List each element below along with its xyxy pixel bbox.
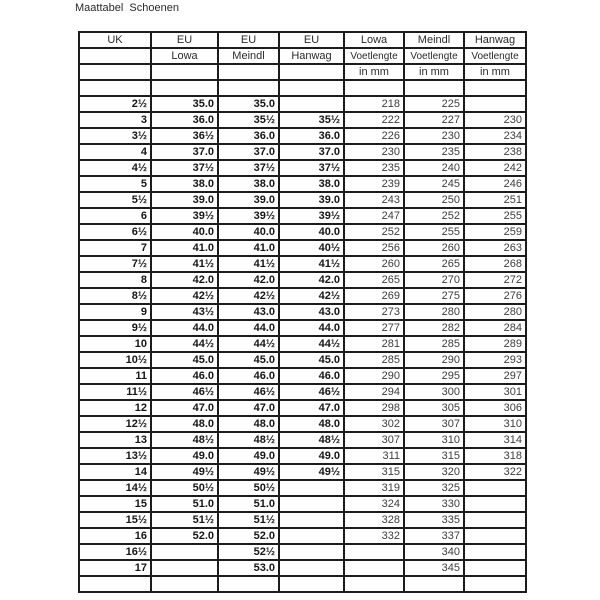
meindl-eu-cell — [218, 576, 279, 592]
lowa-eu-cell: 39.0 — [151, 192, 218, 208]
table-row — [79, 496, 526, 512]
meindl-mm-cell: 260 — [404, 240, 464, 256]
lowa-eu-cell — [151, 544, 218, 560]
col-subheader-uk — [79, 48, 151, 64]
table-row — [79, 256, 526, 272]
meindl-mm-cell: 315 — [404, 448, 464, 464]
meindl-mm-cell: 280 — [404, 304, 464, 320]
meindl-eu-cell: 52.0 — [218, 528, 279, 544]
meindl-mm-cell: 250 — [404, 192, 464, 208]
uk-cell: 15½ — [79, 512, 151, 528]
col-unit-uk — [79, 64, 151, 80]
hanwag-mm-cell: 284 — [464, 320, 526, 336]
table-row — [79, 304, 526, 320]
uk-cell: 7½ — [79, 256, 151, 272]
col-unit-meindl — [218, 64, 279, 80]
hanwag-eu-cell — [279, 544, 344, 560]
meindl-eu-cell: 48½ — [218, 432, 279, 448]
hanwag-eu-cell: 40.0 — [279, 224, 344, 240]
uk-cell: 9½ — [79, 320, 151, 336]
lowa-mm-cell: 273 — [344, 304, 404, 320]
hanwag-mm-cell: 310 — [464, 416, 526, 432]
hanwag-mm-cell: 314 — [464, 432, 526, 448]
meindl-eu-cell: 50½ — [218, 480, 279, 496]
meindl-eu-cell: 51.0 — [218, 496, 279, 512]
table-row — [79, 96, 526, 112]
lowa-mm-cell: 226 — [344, 128, 404, 144]
table-row — [79, 320, 526, 336]
lowa-mm-cell: 285 — [344, 352, 404, 368]
hanwag-eu-cell: 36.0 — [279, 128, 344, 144]
uk-cell: 11 — [79, 368, 151, 384]
col-header-eu-1: EU — [151, 32, 218, 48]
table-row — [79, 208, 526, 224]
meindl-eu-cell: 41.0 — [218, 240, 279, 256]
meindl-eu-cell: 41½ — [218, 256, 279, 272]
lowa-mm-cell — [344, 560, 404, 576]
lowa-mm-cell: 328 — [344, 512, 404, 528]
hanwag-eu-cell: 48.0 — [279, 416, 344, 432]
meindl-eu-cell: 39.0 — [218, 192, 279, 208]
hanwag-eu-cell — [279, 512, 344, 528]
lowa-eu-cell: 37.0 — [151, 144, 218, 160]
uk-cell: 2½ — [79, 96, 151, 112]
lowa-mm-cell: 269 — [344, 288, 404, 304]
lowa-mm-cell: 230 — [344, 144, 404, 160]
lowa-eu-cell: 50½ — [151, 480, 218, 496]
meindl-eu-cell — [218, 80, 279, 96]
lowa-eu-cell — [151, 576, 218, 592]
meindl-mm-cell: 330 — [404, 496, 464, 512]
lowa-eu-cell: 45.0 — [151, 352, 218, 368]
meindl-eu-cell: 39½ — [218, 208, 279, 224]
hanwag-eu-cell: 42½ — [279, 288, 344, 304]
col-unit-hanwag — [279, 64, 344, 80]
meindl-mm-cell: 285 — [404, 336, 464, 352]
lowa-mm-cell: 222 — [344, 112, 404, 128]
hanwag-eu-cell — [279, 96, 344, 112]
uk-cell: 12 — [79, 400, 151, 416]
hanwag-eu-cell: 49½ — [279, 464, 344, 480]
lowa-mm-cell: 294 — [344, 384, 404, 400]
meindl-eu-cell: 46½ — [218, 384, 279, 400]
meindl-mm-cell: 275 — [404, 288, 464, 304]
lowa-eu-cell: 43½ — [151, 304, 218, 320]
meindl-mm-cell: 255 — [404, 224, 464, 240]
uk-cell: 13½ — [79, 448, 151, 464]
meindl-eu-cell: 46.0 — [218, 368, 279, 384]
meindl-eu-cell: 53.0 — [218, 560, 279, 576]
hanwag-eu-cell: 46½ — [279, 384, 344, 400]
table-row — [79, 176, 526, 192]
hanwag-mm-cell: 259 — [464, 224, 526, 240]
lowa-mm-cell: 324 — [344, 496, 404, 512]
lowa-eu-cell: 40.0 — [151, 224, 218, 240]
meindl-eu-cell: 37.0 — [218, 144, 279, 160]
lowa-eu-cell: 41½ — [151, 256, 218, 272]
col-unit-lowa — [151, 64, 218, 80]
lowa-eu-cell: 46½ — [151, 384, 218, 400]
hanwag-mm-cell — [464, 480, 526, 496]
uk-cell: 12½ — [79, 416, 151, 432]
meindl-eu-cell: 52½ — [218, 544, 279, 560]
meindl-mm-cell: 295 — [404, 368, 464, 384]
col-subheader-lowa-voetlengte: Voetlengte — [344, 48, 404, 64]
meindl-mm-cell: 310 — [404, 432, 464, 448]
table-row — [79, 128, 526, 144]
meindl-eu-cell: 37½ — [218, 160, 279, 176]
meindl-mm-cell: 245 — [404, 176, 464, 192]
table-row — [79, 224, 526, 240]
hanwag-mm-cell: 234 — [464, 128, 526, 144]
header-row-brands-top — [79, 32, 526, 48]
uk-cell: 10½ — [79, 352, 151, 368]
col-subheader-hanwag-voetlengte: Voetlengte — [464, 48, 526, 64]
col-subheader-lowa: Lowa — [151, 48, 218, 64]
lowa-mm-cell: 315 — [344, 464, 404, 480]
meindl-eu-cell: 47.0 — [218, 400, 279, 416]
hanwag-eu-cell: 49.0 — [279, 448, 344, 464]
col-header-lowa-mm: Lowa — [344, 32, 404, 48]
uk-cell: 8½ — [79, 288, 151, 304]
hanwag-mm-cell: 293 — [464, 352, 526, 368]
hanwag-mm-cell: 251 — [464, 192, 526, 208]
hanwag-mm-cell: 318 — [464, 448, 526, 464]
lowa-eu-cell: 37½ — [151, 160, 218, 176]
lowa-eu-cell: 36.0 — [151, 112, 218, 128]
hanwag-mm-cell: 238 — [464, 144, 526, 160]
size-table-body — [79, 80, 526, 592]
uk-cell: 3 — [79, 112, 151, 128]
hanwag-eu-cell: 39½ — [279, 208, 344, 224]
table-row — [79, 432, 526, 448]
lowa-mm-cell: 247 — [344, 208, 404, 224]
hanwag-eu-cell: 46.0 — [279, 368, 344, 384]
meindl-mm-cell — [404, 576, 464, 592]
meindl-eu-cell: 45.0 — [218, 352, 279, 368]
table-row — [79, 368, 526, 384]
uk-cell: 7 — [79, 240, 151, 256]
uk-cell: 14 — [79, 464, 151, 480]
table-row — [79, 144, 526, 160]
lowa-eu-cell — [151, 560, 218, 576]
hanwag-eu-cell: 37.0 — [279, 144, 344, 160]
hanwag-mm-cell: 289 — [464, 336, 526, 352]
table-row — [79, 240, 526, 256]
uk-cell: 16½ — [79, 544, 151, 560]
meindl-eu-cell: 40.0 — [218, 224, 279, 240]
uk-cell — [79, 80, 151, 96]
lowa-mm-cell: 265 — [344, 272, 404, 288]
lowa-eu-cell: 46.0 — [151, 368, 218, 384]
lowa-eu-cell: 41.0 — [151, 240, 218, 256]
meindl-eu-cell: 44½ — [218, 336, 279, 352]
table-row — [79, 528, 526, 544]
hanwag-mm-cell: 263 — [464, 240, 526, 256]
uk-cell: 4½ — [79, 160, 151, 176]
hanwag-mm-cell: 272 — [464, 272, 526, 288]
table-row — [79, 336, 526, 352]
lowa-eu-cell: 49½ — [151, 464, 218, 480]
uk-cell: 9 — [79, 304, 151, 320]
table-row — [79, 480, 526, 496]
meindl-mm-cell: 300 — [404, 384, 464, 400]
hanwag-mm-cell — [464, 576, 526, 592]
table-row — [79, 448, 526, 464]
uk-cell: 6 — [79, 208, 151, 224]
uk-cell — [79, 576, 151, 592]
page-title: Maattabel Schoenen — [75, 2, 179, 14]
header-row-brand-names — [79, 48, 526, 64]
meindl-mm-cell: 240 — [404, 160, 464, 176]
table-row — [79, 416, 526, 432]
hanwag-eu-cell: 39.0 — [279, 192, 344, 208]
hanwag-eu-cell — [279, 496, 344, 512]
uk-cell: 14½ — [79, 480, 151, 496]
uk-cell: 6½ — [79, 224, 151, 240]
hanwag-mm-cell: 276 — [464, 288, 526, 304]
meindl-eu-cell: 35.0 — [218, 96, 279, 112]
hanwag-eu-cell: 44.0 — [279, 320, 344, 336]
hanwag-eu-cell — [279, 560, 344, 576]
col-subheader-hanwag: Hanwag — [279, 48, 344, 64]
meindl-mm-cell: 337 — [404, 528, 464, 544]
meindl-mm-cell: 235 — [404, 144, 464, 160]
hanwag-eu-cell: 44½ — [279, 336, 344, 352]
hanwag-eu-cell — [279, 528, 344, 544]
hanwag-mm-cell: 255 — [464, 208, 526, 224]
meindl-mm-cell: 307 — [404, 416, 464, 432]
col-subheader-meindl-voetlengte: Voetlengte — [404, 48, 464, 64]
table-row — [79, 80, 526, 96]
hanwag-mm-cell: 301 — [464, 384, 526, 400]
table-row — [79, 272, 526, 288]
hanwag-eu-cell — [279, 80, 344, 96]
meindl-eu-cell: 42½ — [218, 288, 279, 304]
col-unit-meindl-mm: in mm — [404, 64, 464, 80]
lowa-eu-cell: 47.0 — [151, 400, 218, 416]
hanwag-mm-cell: 268 — [464, 256, 526, 272]
lowa-mm-cell: 256 — [344, 240, 404, 256]
meindl-mm-cell: 320 — [404, 464, 464, 480]
lowa-eu-cell — [151, 80, 218, 96]
lowa-mm-cell: 311 — [344, 448, 404, 464]
hanwag-mm-cell — [464, 80, 526, 96]
lowa-mm-cell: 260 — [344, 256, 404, 272]
meindl-mm-cell: 340 — [404, 544, 464, 560]
size-table-header — [79, 32, 526, 80]
meindl-eu-cell: 43.0 — [218, 304, 279, 320]
lowa-mm-cell: 218 — [344, 96, 404, 112]
uk-cell: 4 — [79, 144, 151, 160]
meindl-mm-cell: 270 — [404, 272, 464, 288]
meindl-mm-cell: 290 — [404, 352, 464, 368]
lowa-eu-cell: 42½ — [151, 288, 218, 304]
meindl-eu-cell: 49½ — [218, 464, 279, 480]
lowa-eu-cell: 38.0 — [151, 176, 218, 192]
hanwag-mm-cell: 242 — [464, 160, 526, 176]
meindl-mm-cell: 282 — [404, 320, 464, 336]
lowa-mm-cell: 281 — [344, 336, 404, 352]
meindl-eu-cell: 51½ — [218, 512, 279, 528]
table-row — [79, 400, 526, 416]
lowa-mm-cell — [344, 576, 404, 592]
header-row-units — [79, 64, 526, 80]
table-row — [79, 352, 526, 368]
lowa-eu-cell: 48.0 — [151, 416, 218, 432]
meindl-mm-cell: 252 — [404, 208, 464, 224]
meindl-mm-cell: 230 — [404, 128, 464, 144]
hanwag-eu-cell: 48½ — [279, 432, 344, 448]
lowa-mm-cell: 252 — [344, 224, 404, 240]
meindl-eu-cell: 44.0 — [218, 320, 279, 336]
hanwag-mm-cell — [464, 512, 526, 528]
uk-cell: 5 — [79, 176, 151, 192]
col-unit-lowa-mm: in mm — [344, 64, 404, 80]
hanwag-mm-cell: 297 — [464, 368, 526, 384]
meindl-eu-cell: 38.0 — [218, 176, 279, 192]
lowa-eu-cell: 44.0 — [151, 320, 218, 336]
table-row — [79, 288, 526, 304]
hanwag-mm-cell — [464, 496, 526, 512]
uk-cell: 5½ — [79, 192, 151, 208]
lowa-eu-cell: 44½ — [151, 336, 218, 352]
table-row — [79, 160, 526, 176]
size-table — [78, 31, 527, 593]
lowa-eu-cell: 36½ — [151, 128, 218, 144]
meindl-eu-cell: 48.0 — [218, 416, 279, 432]
hanwag-eu-cell: 47.0 — [279, 400, 344, 416]
col-header-eu-3: EU — [279, 32, 344, 48]
table-row — [79, 464, 526, 480]
meindl-eu-cell: 35½ — [218, 112, 279, 128]
hanwag-mm-cell: 246 — [464, 176, 526, 192]
meindl-mm-cell: 225 — [404, 96, 464, 112]
hanwag-mm-cell: 322 — [464, 464, 526, 480]
table-row — [79, 576, 526, 592]
hanwag-eu-cell: 37½ — [279, 160, 344, 176]
table-row — [79, 192, 526, 208]
lowa-mm-cell: 235 — [344, 160, 404, 176]
table-row — [79, 560, 526, 576]
hanwag-mm-cell — [464, 544, 526, 560]
uk-cell: 3½ — [79, 128, 151, 144]
lowa-eu-cell: 52.0 — [151, 528, 218, 544]
meindl-eu-cell: 49.0 — [218, 448, 279, 464]
hanwag-mm-cell — [464, 96, 526, 112]
lowa-eu-cell: 51.0 — [151, 496, 218, 512]
lowa-mm-cell: 239 — [344, 176, 404, 192]
meindl-mm-cell: 227 — [404, 112, 464, 128]
uk-cell: 17 — [79, 560, 151, 576]
col-header-meindl-mm: Meindl — [404, 32, 464, 48]
uk-cell: 16 — [79, 528, 151, 544]
hanwag-eu-cell: 35½ — [279, 112, 344, 128]
hanwag-eu-cell: 45.0 — [279, 352, 344, 368]
hanwag-mm-cell: 280 — [464, 304, 526, 320]
lowa-eu-cell: 35.0 — [151, 96, 218, 112]
col-subheader-meindl: Meindl — [218, 48, 279, 64]
uk-cell: 13 — [79, 432, 151, 448]
hanwag-eu-cell: 42.0 — [279, 272, 344, 288]
meindl-mm-cell — [404, 80, 464, 96]
hanwag-mm-cell: 230 — [464, 112, 526, 128]
col-unit-hanwag-mm: in mm — [464, 64, 526, 80]
col-header-hanwag-mm: Hanwag — [464, 32, 526, 48]
col-header-eu-2: EU — [218, 32, 279, 48]
lowa-mm-cell: 307 — [344, 432, 404, 448]
lowa-mm-cell: 290 — [344, 368, 404, 384]
hanwag-eu-cell: 40½ — [279, 240, 344, 256]
lowa-mm-cell: 332 — [344, 528, 404, 544]
table-row — [79, 512, 526, 528]
lowa-mm-cell — [344, 80, 404, 96]
hanwag-mm-cell: 306 — [464, 400, 526, 416]
uk-cell: 8 — [79, 272, 151, 288]
table-row — [79, 384, 526, 400]
lowa-eu-cell: 39½ — [151, 208, 218, 224]
hanwag-eu-cell: 41½ — [279, 256, 344, 272]
hanwag-eu-cell: 43.0 — [279, 304, 344, 320]
hanwag-eu-cell — [279, 576, 344, 592]
table-row — [79, 112, 526, 128]
meindl-eu-cell: 36.0 — [218, 128, 279, 144]
meindl-mm-cell: 345 — [404, 560, 464, 576]
lowa-eu-cell: 48½ — [151, 432, 218, 448]
hanwag-mm-cell — [464, 528, 526, 544]
lowa-mm-cell: 277 — [344, 320, 404, 336]
meindl-mm-cell: 305 — [404, 400, 464, 416]
hanwag-eu-cell — [279, 480, 344, 496]
lowa-mm-cell: 243 — [344, 192, 404, 208]
meindl-mm-cell: 335 — [404, 512, 464, 528]
meindl-mm-cell: 265 — [404, 256, 464, 272]
lowa-eu-cell: 51½ — [151, 512, 218, 528]
meindl-eu-cell: 42.0 — [218, 272, 279, 288]
uk-cell: 11½ — [79, 384, 151, 400]
lowa-mm-cell — [344, 544, 404, 560]
table-row — [79, 544, 526, 560]
lowa-mm-cell: 302 — [344, 416, 404, 432]
lowa-eu-cell: 49.0 — [151, 448, 218, 464]
lowa-eu-cell: 42.0 — [151, 272, 218, 288]
uk-cell: 15 — [79, 496, 151, 512]
lowa-mm-cell: 298 — [344, 400, 404, 416]
hanwag-mm-cell — [464, 560, 526, 576]
col-header-uk: UK — [79, 32, 151, 48]
uk-cell: 10 — [79, 336, 151, 352]
lowa-mm-cell: 319 — [344, 480, 404, 496]
meindl-mm-cell: 325 — [404, 480, 464, 496]
hanwag-eu-cell: 38.0 — [279, 176, 344, 192]
